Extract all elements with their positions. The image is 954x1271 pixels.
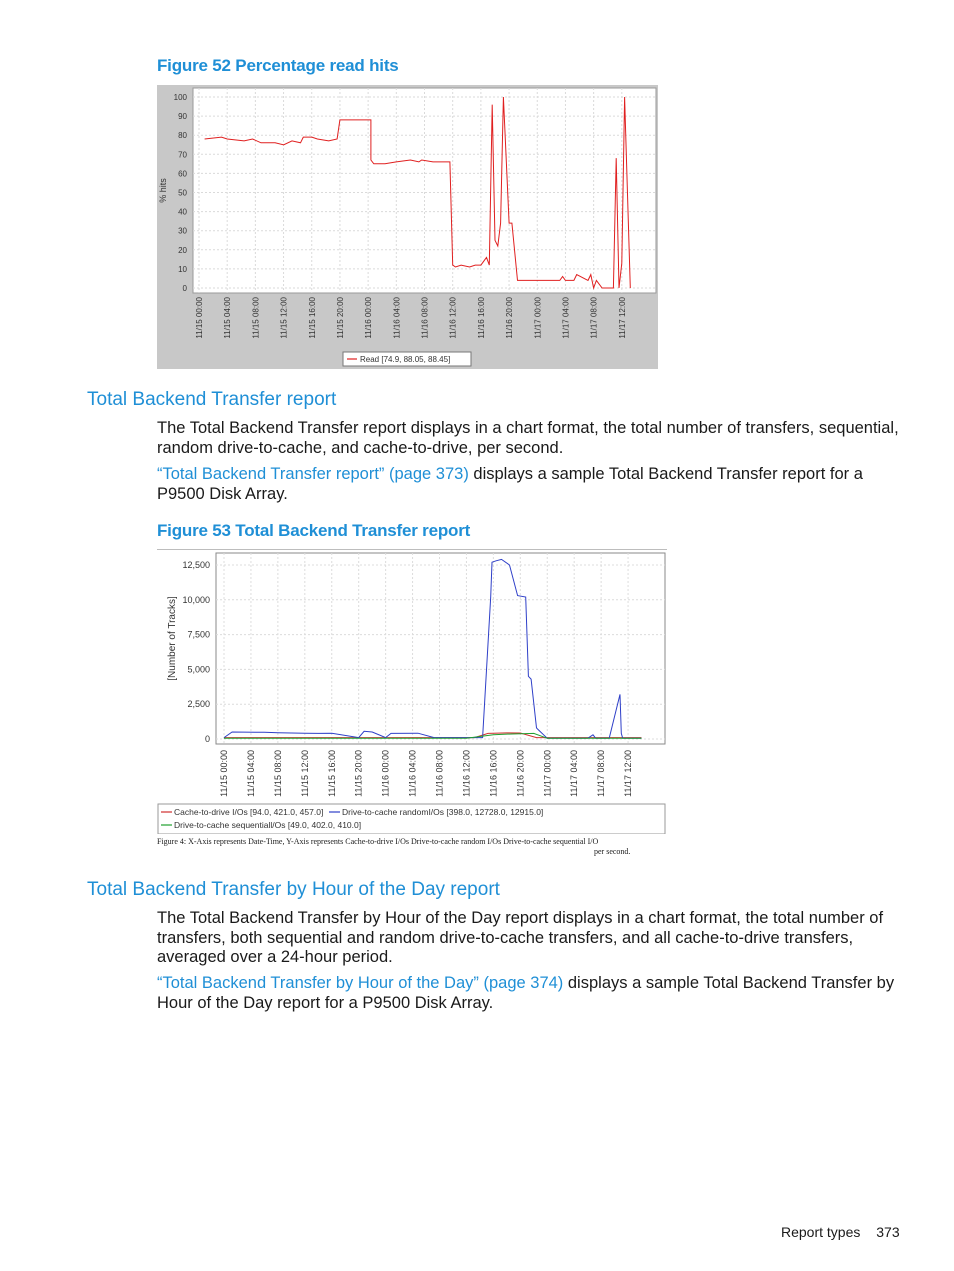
y-tick-label: 7,500 — [187, 629, 210, 640]
section2-paragraph-1: The Total Backend Transfer by Hour of the Day report displays in a chart format, the total number of transfers, both sequential and random drive-to-cache transfers, and all cache-to-drive transfers, averaged over a 24-hour period. — [157, 909, 884, 966]
y-tick-label: 40 — [178, 207, 187, 217]
x-tick-label: 11/15 20:00 — [353, 750, 364, 797]
section-heading-total-backend-transfer: Total Backend Transfer report — [87, 389, 337, 410]
x-tick-label: 11/16 08:00 — [434, 750, 445, 797]
section2-paragraph-2-text: displays a sample Total Backend Transfer by Hour of the Day report for a P9500 Disk Array. — [157, 974, 895, 1012]
chart-52-svg — [157, 85, 658, 369]
x-tick-label: 11/16 12:00 — [448, 297, 458, 339]
plot-area — [193, 88, 656, 293]
section1-paragraph-2 — [157, 465, 902, 504]
x-tick-label: 11/15 04:00 — [245, 750, 256, 797]
y-tick-label: 30 — [178, 226, 187, 236]
x-tick-label: 11/15 04:00 — [223, 297, 233, 339]
section1-paragraph-1: The Total Backend Transfer report displays in a chart format, the total number of transfers, sequential, random drive-to-cache, and cache-to-drive, per second. — [157, 419, 899, 457]
x-tick-label: 11/17 04:00 — [561, 297, 571, 339]
y-tick-label: 90 — [178, 112, 187, 122]
x-tick-label: 11/17 08:00 — [589, 297, 599, 339]
chart-legend — [343, 352, 471, 366]
x-tick-label: 11/16 04:00 — [407, 750, 418, 797]
legend-item-cache-to-drive-label: Cache-to-drive I/Os [94.0, 421.0, 457.0] — [174, 807, 324, 817]
x-tick-label: 11/16 12:00 — [461, 750, 472, 797]
x-tick-label: 11/16 00:00 — [364, 297, 374, 339]
plot-area — [216, 553, 665, 744]
legend-item-drive-to-cache-sequential-label: Drive-to-cache sequentiall/Os [49.0, 402.0, 410.0] — [174, 820, 362, 830]
x-tick-label: 11/16 00:00 — [380, 750, 391, 797]
y-axis-label: % hits — [158, 178, 168, 203]
x-tick-label: 11/15 16:00 — [307, 297, 317, 339]
x-tick-label: 11/15 00:00 — [219, 750, 229, 797]
x-tick-label: 11/15 12:00 — [299, 750, 310, 797]
figure-53-caption: Figure 53 Total Backend Transfer report — [157, 521, 471, 540]
page-footer — [781, 1224, 900, 1240]
chart-legend — [158, 804, 665, 834]
x-tick-label: 11/16 16:00 — [476, 297, 486, 339]
figure-53-footnote-line1: Figure 4: X-Axis represents Date-Time, Y-Axis represents Cache-to-drive I/Os Drive-to-cache random I/Os Drive-to-cache sequential I/O — [157, 837, 599, 846]
chart-53-svg — [157, 549, 667, 834]
link-total-backend-transfer-by-hour[interactable]: “Total Backend Transfer by Hour of the Day” (page 374) — [157, 974, 564, 992]
x-tick-label: 11/17 12:00 — [617, 297, 627, 339]
x-tick-label: 11/17 00:00 — [533, 297, 543, 339]
figure-52-caption: Figure 52 Percentage read hits — [157, 56, 399, 75]
x-tick-label: 11/17 04:00 — [569, 750, 580, 797]
y-tick-label: 60 — [178, 169, 187, 179]
y-tick-label: 5,000 — [187, 664, 210, 675]
link-total-backend-transfer-report[interactable]: “Total Backend Transfer report” (page 373) — [157, 465, 469, 483]
x-tick-label: 11/16 20:00 — [505, 297, 515, 339]
x-tick-label: 11/15 20:00 — [335, 297, 345, 339]
y-tick-label: 10,000 — [182, 594, 210, 605]
y-tick-label: 0 — [182, 284, 187, 293]
footer-page-number: 373 — [876, 1224, 900, 1240]
x-tick-label: 11/17 00:00 — [542, 750, 553, 797]
x-tick-label: 11/17 12:00 — [623, 750, 634, 797]
y-tick-label: 12,500 — [182, 559, 210, 570]
section2-paragraph-2 — [157, 974, 902, 1013]
legend-label-read: Read [74.9, 88.05, 88.45] — [360, 355, 451, 364]
x-tick-label: 11/15 00:00 — [195, 297, 204, 339]
section1-paragraph-2-text: displays a sample Total Backend Transfer report for a P9500 Disk Array. — [157, 465, 863, 503]
chart-total-backend-transfer — [157, 549, 667, 834]
y-tick-label: 20 — [178, 245, 187, 255]
y-tick-label: 0 — [204, 734, 210, 744]
y-tick-label: 50 — [178, 188, 187, 198]
y-tick-label: 70 — [178, 150, 187, 160]
figure-53-footnote-line2: per second. — [594, 847, 631, 856]
y-tick-label: 2,500 — [187, 699, 210, 710]
x-tick-label: 11/17 08:00 — [596, 750, 607, 797]
x-tick-label: 11/16 16:00 — [488, 750, 499, 797]
y-tick-label: 100 — [173, 93, 187, 102]
legend-item-drive-to-cache-random-label: Drive-to-cache randomI/Os [398.0, 12728.0, 12915.0] — [342, 807, 544, 817]
figure-53-footnote — [157, 837, 667, 857]
x-tick-label: 11/16 08:00 — [420, 297, 430, 339]
x-tick-label: 11/15 12:00 — [279, 297, 289, 339]
y-tick-label: 80 — [178, 131, 187, 141]
x-tick-label: 11/16 04:00 — [392, 297, 402, 339]
x-tick-label: 11/15 08:00 — [251, 297, 261, 339]
y-axis-label: [Number of Tracks] — [167, 596, 178, 681]
section-heading-by-hour-of-day: Total Backend Transfer by Hour of the Day report — [87, 879, 500, 900]
x-tick-label: 11/15 08:00 — [272, 750, 283, 797]
chart-percentage-read-hits — [157, 85, 658, 369]
x-tick-label: 11/16 20:00 — [515, 750, 526, 797]
footer-section-name: Report types — [781, 1224, 861, 1240]
x-tick-label: 11/15 16:00 — [326, 750, 337, 797]
y-tick-label: 10 — [178, 264, 187, 274]
